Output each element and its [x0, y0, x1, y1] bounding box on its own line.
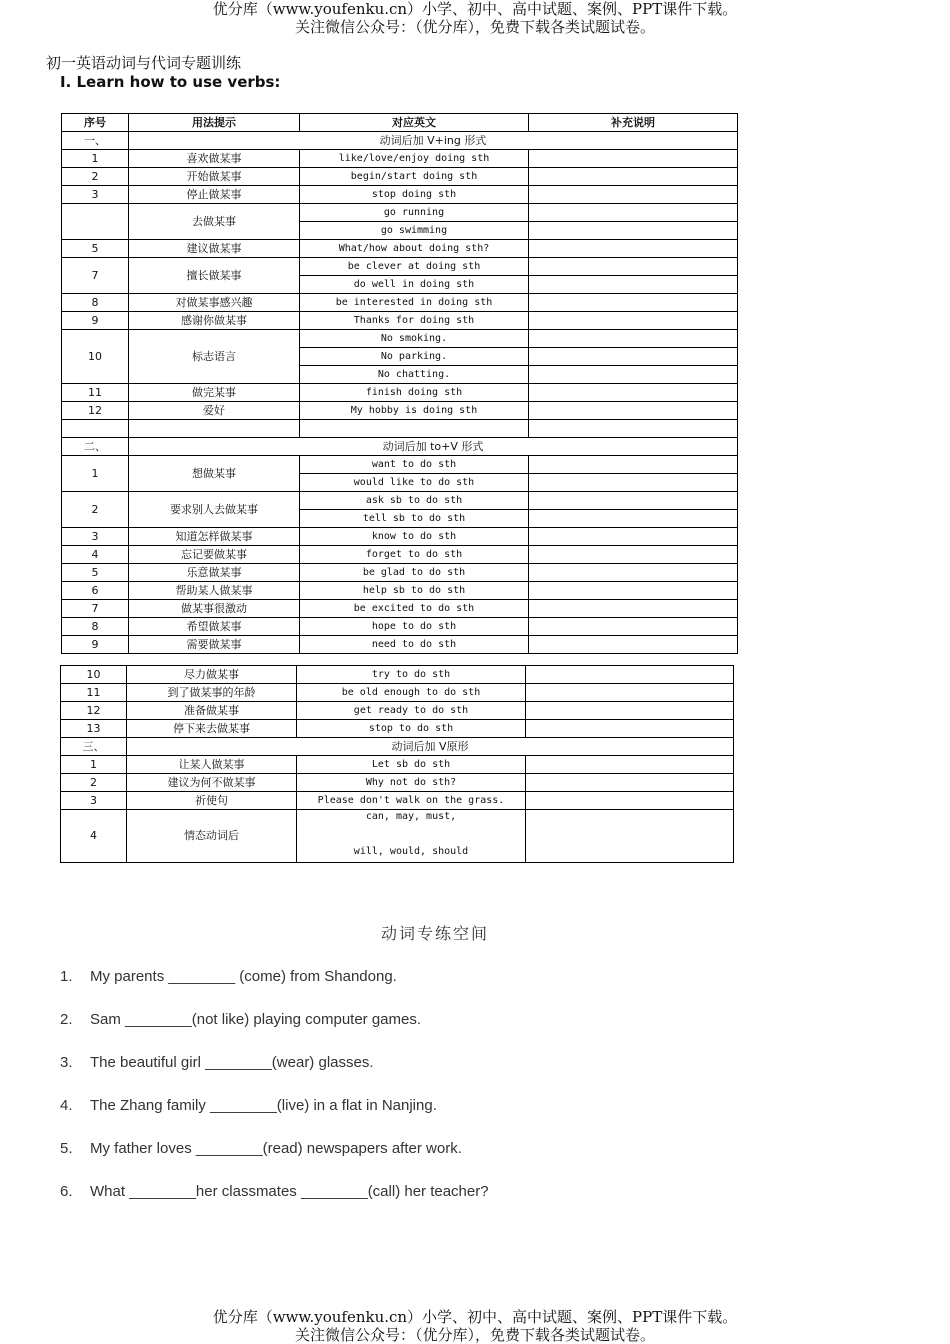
row-en: forget to do sth	[300, 546, 529, 564]
row-en: go swimming	[300, 222, 529, 240]
row-en: stop doing sth	[300, 186, 529, 204]
row-note	[526, 756, 734, 774]
row-cn: 对做某事感兴趣	[129, 294, 300, 312]
row-cn: 想做某事	[129, 456, 300, 492]
table-row	[62, 330, 738, 348]
row-cn: 到了做某事的年龄	[127, 684, 297, 702]
row-no: 3	[62, 528, 129, 546]
row-note	[529, 474, 738, 492]
row-en-multi	[297, 810, 526, 863]
row-en: Please don't walk on the grass.	[297, 792, 526, 810]
exercise-text: What ________her classmates ________(call) her teacher?	[90, 1183, 489, 1200]
row-en: No parking.	[300, 348, 529, 366]
table-row	[61, 774, 734, 792]
row-note	[526, 720, 734, 738]
row-cn: 标志语言	[129, 330, 300, 384]
table-row	[61, 702, 734, 720]
practice-title: 动词专练空间	[380, 924, 489, 943]
row-no	[62, 204, 129, 240]
row-no: 2	[61, 774, 127, 792]
row-note	[529, 294, 738, 312]
table-row	[61, 666, 734, 684]
exercise-text: Sam ________(not like) playing computer games.	[90, 1011, 422, 1028]
row-no: 9	[62, 312, 129, 330]
table-row	[62, 168, 738, 186]
row-cn: 去做某事	[129, 204, 300, 240]
table-row	[61, 756, 734, 774]
table-row	[62, 492, 738, 510]
header-english: 对应英文	[300, 114, 529, 132]
row-en: go running	[300, 204, 529, 222]
exercise-text: The Zhang family ________(live) in a flat in Nanjing.	[90, 1097, 437, 1114]
table-row	[62, 618, 738, 636]
row-en: Thanks for doing sth	[300, 312, 529, 330]
section-heading: 动词后加 V+ing 形式	[129, 132, 738, 150]
exercise-text: My father loves ________(read) newspapers after work.	[90, 1140, 462, 1157]
row-cn: 开始做某事	[129, 168, 300, 186]
table-row	[62, 150, 738, 168]
row-en: get ready to do sth	[297, 702, 526, 720]
row-note	[529, 240, 738, 258]
row-note	[526, 684, 734, 702]
row-no: 3	[61, 792, 127, 810]
row-cn: 感谢你做某事	[129, 312, 300, 330]
table-row	[62, 384, 738, 402]
row-no: 13	[61, 720, 127, 738]
row-cn: 知道怎样做某事	[129, 528, 300, 546]
row-en: stop to do sth	[297, 720, 526, 738]
row-note	[529, 582, 738, 600]
row-note	[529, 492, 738, 510]
empty-row	[62, 420, 738, 438]
row-note	[529, 150, 738, 168]
row-cn: 帮助某人做某事	[129, 582, 300, 600]
row-note	[529, 564, 738, 582]
row-en: No smoking.	[300, 330, 529, 348]
row-note	[529, 330, 738, 348]
row-en: finish doing sth	[300, 384, 529, 402]
row-en: would like to do sth	[300, 474, 529, 492]
row-cn: 擅长做某事	[129, 258, 300, 294]
exercise-number: 3.	[60, 1054, 73, 1071]
section-heading: 动词后加 V原形	[127, 738, 734, 756]
exercise-number: 6.	[60, 1183, 73, 1200]
table-row	[62, 186, 738, 204]
row-no: 12	[62, 402, 129, 420]
row-en: ask sb to do sth	[300, 492, 529, 510]
row-no: 8	[62, 618, 129, 636]
row-en: be interested in doing sth	[300, 294, 529, 312]
verb-table-1	[61, 113, 738, 654]
row-no: 9	[62, 636, 129, 654]
section-label: 一、	[62, 132, 129, 150]
footer-line-2: 关注微信公众号：（优分库），免费下载各类试题试卷。	[294, 1326, 655, 1344]
row-no: 8	[62, 294, 129, 312]
row-no: 1	[62, 456, 129, 492]
row-en: be clever at doing sth	[300, 258, 529, 276]
section-row	[62, 132, 738, 150]
row-en: No chatting.	[300, 366, 529, 384]
exercise-item	[60, 1054, 374, 1071]
row-cn: 做完某事	[129, 384, 300, 402]
table-row	[61, 684, 734, 702]
row-no: 10	[61, 666, 127, 684]
exercise-item	[60, 1183, 489, 1200]
row-note	[529, 312, 738, 330]
section-heading: 动词后加 to+V 形式	[129, 438, 738, 456]
header-line-2: 关注微信公众号：（优分库），免费下载各类试题试卷。	[294, 18, 655, 36]
row-cn: 停下来去做某事	[127, 720, 297, 738]
row-en: My hobby is doing sth	[300, 402, 529, 420]
row-cn: 忘记要做某事	[129, 546, 300, 564]
row-en: be excited to do sth	[300, 600, 529, 618]
row-en: Why not do sth?	[297, 774, 526, 792]
section-title: I. Learn how to use verbs:	[60, 73, 281, 91]
exercise-number: 2.	[60, 1011, 73, 1028]
row-note	[529, 618, 738, 636]
row-no: 1	[62, 150, 129, 168]
row-note	[526, 774, 734, 792]
table-row	[62, 312, 738, 330]
row-en: hope to do sth	[300, 618, 529, 636]
row-note	[526, 666, 734, 684]
row-note	[529, 456, 738, 474]
row-en: want to do sth	[300, 456, 529, 474]
modal-verbs-line-1: can, may, must,	[365, 811, 457, 822]
exercise-item	[60, 1140, 462, 1157]
row-en: be glad to do sth	[300, 564, 529, 582]
verb-table-2	[60, 665, 734, 863]
table-row	[62, 456, 738, 474]
row-en: need to do sth	[300, 636, 529, 654]
table-row	[61, 792, 734, 810]
exercise-number: 4.	[60, 1097, 73, 1114]
row-cn: 需要做某事	[129, 636, 300, 654]
table-row	[62, 240, 738, 258]
row-note	[526, 810, 734, 863]
row-cn: 爱好	[129, 402, 300, 420]
row-cn: 希望做某事	[129, 618, 300, 636]
exercise-number: 1.	[60, 968, 73, 985]
row-en: try to do sth	[297, 666, 526, 684]
row-cn: 祈使句	[127, 792, 297, 810]
exercise-number: 5.	[60, 1140, 73, 1157]
row-note	[529, 276, 738, 294]
row-cn: 乐意做某事	[129, 564, 300, 582]
table-row	[61, 720, 734, 738]
row-note	[529, 366, 738, 384]
row-en: be old enough to do sth	[297, 684, 526, 702]
doc-title: 初一英语动词与代词专题训练	[46, 54, 242, 72]
header-line-1: 优分库（www.youfenku.cn）小学、初中、高中试题、案例、PPT课件下载。	[212, 0, 738, 18]
exercise-item	[60, 1011, 421, 1028]
row-no: 6	[62, 582, 129, 600]
table-row	[62, 294, 738, 312]
exercise-text: The beautiful girl ________(wear) glasses.	[90, 1054, 374, 1071]
row-note	[529, 204, 738, 222]
row-cn: 做某事很激动	[129, 600, 300, 618]
table-row	[62, 600, 738, 618]
header-notes: 补充说明	[529, 114, 738, 132]
table-row	[61, 810, 734, 863]
exercise-text: My parents ________ (come) from Shandong.	[90, 968, 397, 985]
row-note	[526, 702, 734, 720]
row-cn: 让某人做某事	[127, 756, 297, 774]
row-no: 10	[62, 330, 129, 384]
section-row	[62, 438, 738, 456]
row-cn: 停止做某事	[129, 186, 300, 204]
row-en: tell sb to do sth	[300, 510, 529, 528]
row-no: 7	[62, 258, 129, 294]
row-note	[529, 186, 738, 204]
row-note	[529, 510, 738, 528]
footer-line-1: 优分库（www.youfenku.cn）小学、初中、高中试题、案例、PPT课件下载。	[212, 1308, 738, 1326]
row-note	[529, 636, 738, 654]
table-row	[62, 528, 738, 546]
row-no: 11	[61, 684, 127, 702]
row-cn: 要求别人去做某事	[129, 492, 300, 528]
row-no: 7	[62, 600, 129, 618]
row-no: 4	[61, 810, 127, 863]
row-note	[526, 792, 734, 810]
section-label: 三、	[61, 738, 127, 756]
row-no: 3	[62, 186, 129, 204]
header-usage: 用法提示	[129, 114, 300, 132]
header-no: 序号	[62, 114, 129, 132]
table-row	[62, 582, 738, 600]
row-note	[529, 402, 738, 420]
row-note	[529, 258, 738, 276]
row-en: help sb to do sth	[300, 582, 529, 600]
row-no: 2	[62, 492, 129, 528]
exercise-item	[60, 968, 397, 985]
table-row	[62, 636, 738, 654]
row-note	[529, 600, 738, 618]
row-cn: 建议为何不做某事	[127, 774, 297, 792]
table-row	[62, 546, 738, 564]
section-row	[61, 738, 734, 756]
row-en: like/love/enjoy doing sth	[300, 150, 529, 168]
table-header-row	[62, 114, 738, 132]
row-en: Let sb do sth	[297, 756, 526, 774]
row-note	[529, 546, 738, 564]
row-note	[529, 348, 738, 366]
row-no: 1	[61, 756, 127, 774]
section-label: 二、	[62, 438, 129, 456]
row-note	[529, 384, 738, 402]
row-cn: 喜欢做某事	[129, 150, 300, 168]
table-row	[62, 564, 738, 582]
row-cn: 情态动词后	[127, 810, 297, 863]
row-en: begin/start doing sth	[300, 168, 529, 186]
row-note	[529, 222, 738, 240]
row-cn: 尽力做某事	[127, 666, 297, 684]
row-no: 12	[61, 702, 127, 720]
row-note	[529, 168, 738, 186]
row-no: 5	[62, 564, 129, 582]
row-note	[529, 528, 738, 546]
row-no: 5	[62, 240, 129, 258]
row-no: 4	[62, 546, 129, 564]
row-en: know to do sth	[300, 528, 529, 546]
row-en: What/how about doing sth?	[300, 240, 529, 258]
table-row	[62, 402, 738, 420]
table-row	[62, 258, 738, 276]
row-no: 2	[62, 168, 129, 186]
row-cn: 建议做某事	[129, 240, 300, 258]
row-no: 11	[62, 384, 129, 402]
modal-verbs-line-2: will, would, should	[353, 846, 469, 857]
exercise-item	[60, 1097, 437, 1114]
table-row	[62, 204, 738, 222]
row-en: do well in doing sth	[300, 276, 529, 294]
row-cn: 准备做某事	[127, 702, 297, 720]
